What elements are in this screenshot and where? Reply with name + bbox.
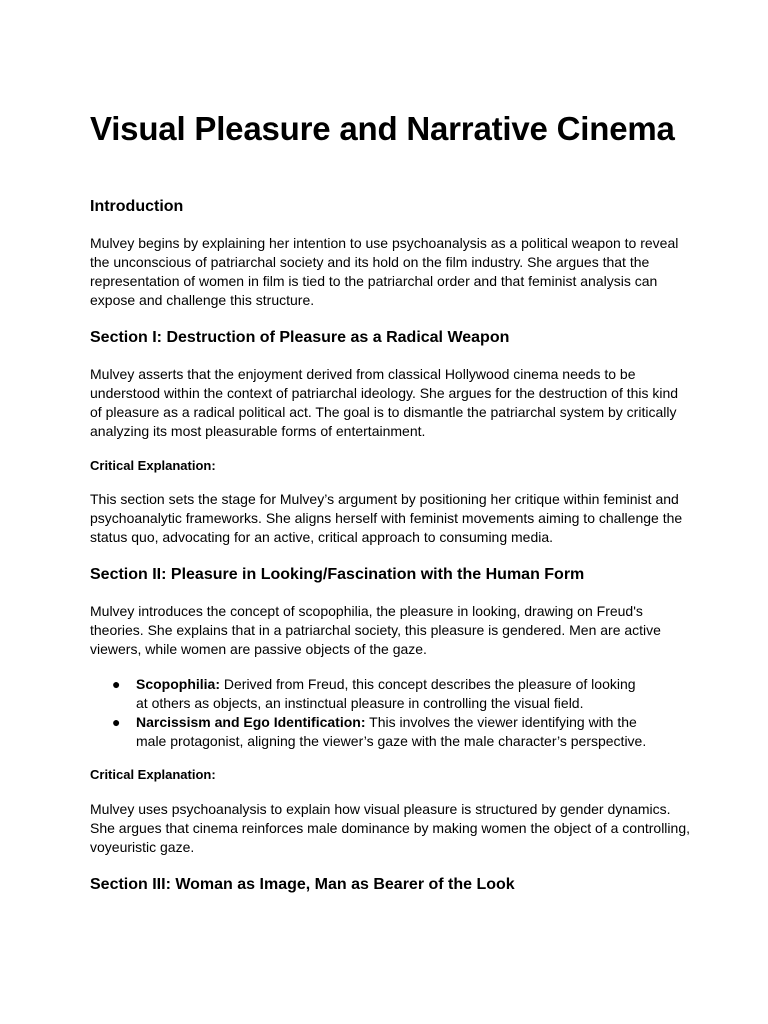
list-item-text: This involves the viewer identifying with the male protagonist, aligning the viewer’s gaze with the male character’s perspective. xyxy=(136,714,647,749)
section2-heading: Section II: Pleasure in Looking/Fascination with the Human Form xyxy=(90,566,585,583)
document-title: Visual Pleasure and Narrative Cinema xyxy=(90,110,675,147)
list-item xyxy=(90,713,650,751)
section2-paragraph: Mulvey introduces the concept of scopophilia, the pleasure in looking, drawing on Freud's theories. She explains that in a patriarchal society, this pleasure is gendered. Men are active viewers, while women are passive objects of the gaze. xyxy=(90,603,661,657)
list-item-term: Scopophilia: xyxy=(136,676,220,692)
section2-bullet-list xyxy=(90,675,650,751)
section1-critical-label: Critical Explanation: xyxy=(90,458,216,473)
list-item-term: Narcissism and Ego Identification: xyxy=(136,714,366,730)
bullet-icon: ● xyxy=(112,714,121,730)
section1-paragraph: Mulvey asserts that the enjoyment derived from classical Hollywood cinema needs to be understood within the context of patriarchal ideology. She argues for the destruction of this kind of pleasure as a radical political act. The goal is to dismantle the patriarchal system by critically analyzing its most pleasurable forms of entertainment. xyxy=(90,366,679,439)
intro-paragraph: Mulvey begins by explaining her intention to use psychoanalysis as a political weapon to reveal the unconscious of patriarchal society and its hold on the film industry. She argues that the representation of women in film is tied to the patriarchal order and that feminist analysis can expose and challenge this structure. xyxy=(90,235,679,308)
section3-heading: Section III: Woman as Image, Man as Bearer of the Look xyxy=(90,876,515,893)
section2-critical-label: Critical Explanation: xyxy=(90,767,216,782)
section1-critical-paragraph: This section sets the stage for Mulvey’s argument by positioning her critique within feminist and psychoanalytic frameworks. She aligns herself with feminist movements aiming to challenge the status quo, advocating for an active, critical approach to consuming media. xyxy=(90,491,683,545)
list-item xyxy=(90,675,650,713)
list-item-text: Derived from Freud, this concept describes the pleasure of looking at others as objects, an instinctual pleasure in controlling the visual field. xyxy=(136,676,636,711)
intro-heading: Introduction xyxy=(90,198,184,215)
section2-critical-paragraph: Mulvey uses psychoanalysis to explain how visual pleasure is structured by gender dynamics. She argues that cinema reinforces male dominance by making women the object of a controlling, voyeuristic gaze. xyxy=(90,801,690,855)
bullet-icon: ● xyxy=(112,676,121,692)
section1-heading: Section I: Destruction of Pleasure as a Radical Weapon xyxy=(90,329,510,346)
